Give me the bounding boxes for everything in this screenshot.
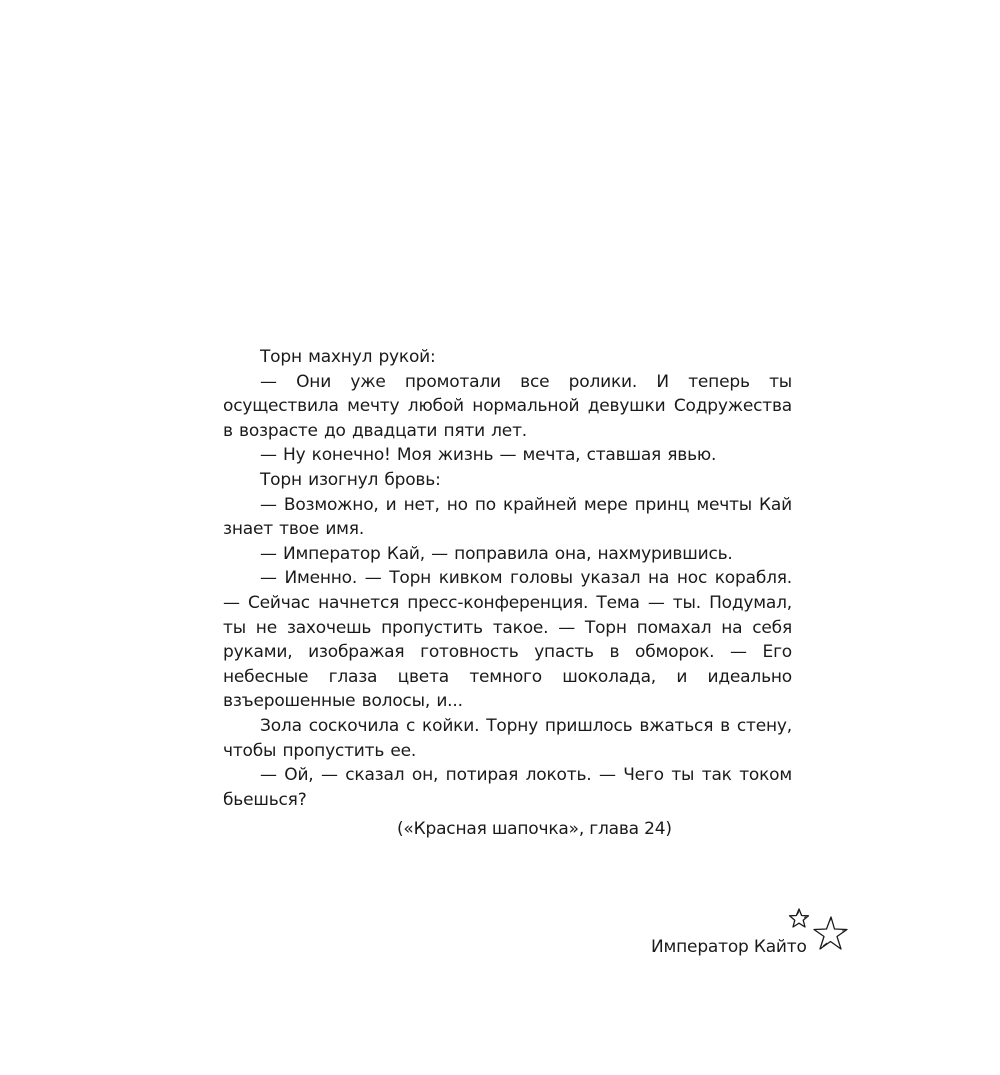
source-citation: («Красная шапочка», глава 24) <box>397 819 672 839</box>
paragraph: — Ой, — сказал он, потирая локоть. — Чего ты так током бьешься? <box>223 765 792 810</box>
paragraph: Зола соскочила с койки. Торну пришлось вжаться в стену, чтобы пропустить ее. <box>223 715 792 761</box>
excerpt-text <box>223 345 792 812</box>
paragraph: — Они уже промотали все ролики. И теперь ты осуществила мечту любой нормальной девушки Содружества в возрасте до двадцати пяти лет. <box>223 371 792 441</box>
chapter-footer-title: Император Кайто <box>651 937 807 957</box>
paragraph: Торн изогнул бровь: <box>260 469 441 490</box>
paragraph: — Ну конечно! Моя жизнь — мечта, ставшая явью. <box>260 445 717 466</box>
paragraph: — Именно. — Торн кивком головы указал на нос корабля. — Сейчас начнется пресс-конференция. Тема — ты. Подумал, ты не захочешь пропустить такое. — Торн помахал на себя руками, изображая готовность упасть в обморок. — Его небесные глаза цвета темного шоколада, и идеально взъерошенные волосы, и... <box>223 568 792 712</box>
paragraph: — Император Кай, — поправила она, нахмурившись. <box>260 543 733 564</box>
paragraph: Торн махнул рукой: <box>260 347 436 367</box>
paragraph: — Возможно, и нет, но по крайней мере принц мечты Кай знает твое имя. <box>223 494 792 540</box>
large-star-icon <box>814 917 847 949</box>
two-stars-icon <box>785 905 851 957</box>
